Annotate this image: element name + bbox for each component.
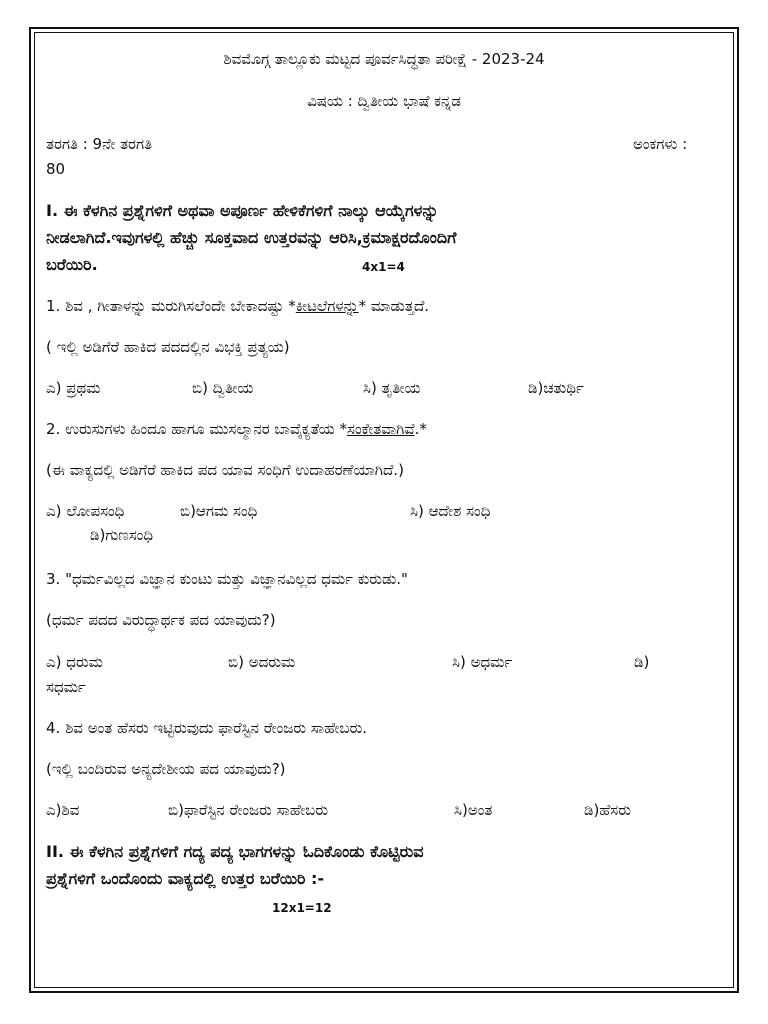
section2-instruction-line1: II. ಈ ಕೆಳಗಿನ ಪ್ರಶ್ನೆಗಳಿಗೆ ಗದ್ಯ ಪದ್ಯ ಭಾಗಗಳನ್ನು ಓದಿಕೊಂಡು ಕೊಟ್ಟಿರುವ xyxy=(46,842,424,861)
question-3-option-b: ಬಿ) ಅದರುಮ xyxy=(228,653,296,671)
question-2-suffix: .* xyxy=(414,420,427,438)
marks-value: 80 xyxy=(46,160,66,178)
question-4-hint: (ಇಲ್ಲಿ ಬಂದಿರುವ ಅನ್ಯದೇಶೀಯ ಪದ ಯಾವುದು?) xyxy=(46,760,286,778)
question-3-option-a: ಎ) ಧರುಮ xyxy=(46,653,103,671)
question-2-option-a: ಎ) ಲೋಪಸಂಧಿ xyxy=(46,502,125,520)
section2-marks: 12x1=12 xyxy=(272,901,332,915)
section1-instruction-line1: I. ಈ ಕೆಳಗಿನ ಪ್ರಶ್ನೆಗಳಿಗೆ ಅಥವಾ ಅಪೂರ್ಣ ಹೇಳಿಕೆಗಳಿಗೆ ನಾಲ್ಕು ಆಯ್ಕೆಗಳನ್ನು xyxy=(46,201,439,220)
question-1-prefix: 1. ಶಿವ , ಗೀತಾಳನ್ನು ಮರುಗಿಸಲೆಂದೇ ಬೇಕಾದಷ್ಟು * xyxy=(46,297,296,315)
question-3-option-c: ಸಿ) ಅಧರ್ಮ xyxy=(452,653,513,671)
question-3-hint: (ಧರ್ಮ ಪದದ ವಿರುದ್ಧಾರ್ಥಕ ಪದ ಯಾವುದು?) xyxy=(46,611,276,629)
question-2-hint: (ಈ ವಾಕ್ಯದಲ್ಲಿ ಅಡಿಗೆರೆ ಹಾಕಿದ ಪದ ಯಾವ ಸಂಧಿಗೆ ಉದಾಹರಣೆಯಾಗಿದೆ.) xyxy=(46,461,404,479)
subject-line: ವಿಷಯ : ದ್ವಿತೀಯ ಭಾಷೆ ಕನ್ನಡ xyxy=(307,92,461,110)
question-2-prefix: 2. ಉರುಸುಗಳು ಹಿಂದೂ ಹಾಗೂ ಮುಸಲ್ಮಾನರ ಬಾವೈಕ್ಯತೆಯ * xyxy=(46,420,347,438)
question-4-option-c: ಸಿ)ಅಂತ xyxy=(454,801,493,819)
question-2-option-d: ಡಿ)ಗುಣಸಂಧಿ xyxy=(90,526,154,544)
question-4-option-b: ಬಿ)ಫಾರೆಸ್ಟಿನ ರೇಂಜರು ಸಾಹೇಬರು xyxy=(168,801,329,819)
question-1-option-d: ಡಿ)ಚತುರ್ಥಿ xyxy=(528,379,584,397)
question-3: 3. "ಧರ್ಮವಿಲ್ಲದ ವಿಜ್ಞಾನ ಕುಂಟು ಮತ್ತು ವಿಜ್ಞಾನವಿಲ್ಲದ ಧರ್ಮ ಕುರುಡು." xyxy=(46,570,408,588)
question-4-option-a: ಎ)ಶಿವ xyxy=(46,801,80,819)
section1-marks: 4x1=4 xyxy=(362,260,405,274)
section1-instruction-line2: ನೀಡಲಾಗಿದೆ.ಇವುಗಳಲ್ಲಿ ಹೆಚ್ಚು ಸೂಕ್ತವಾದ ಉತ್ತರವನ್ನು ಆರಿಸಿ,ಕ್ರಮಾಕ್ಷರದೊಂದಿಗೆ xyxy=(46,228,457,247)
question-2 xyxy=(46,419,427,439)
question-3-option-d-text: ಸಧರ್ಮ xyxy=(46,678,86,696)
question-1-option-c: ಸಿ) ತೃತೀಯ xyxy=(363,379,421,397)
question-4-option-d: ಡಿ)ಹೆಸರು xyxy=(584,801,631,819)
class-label: ತರಗತಿ : 9ನೇ ತರಗತಿ xyxy=(46,135,153,153)
question-1 xyxy=(46,296,429,316)
exam-title: ಶಿವಮೊಗ್ಗ ತಾಲ್ಲೂಕು ಮಟ್ಟದ ಪೂರ್ವಸಿದ್ಧತಾ ಪರೀಕ್ಷೆ - 2023-24 xyxy=(223,50,545,68)
marks-label: ಅಂಕಗಳು : xyxy=(633,135,688,153)
question-1-option-a: ಎ) ಪ್ರಥಮ xyxy=(46,379,101,397)
question-2-option-c: ಸಿ) ಆದೇಶ ಸಂಧಿ xyxy=(410,502,491,520)
question-1-suffix: * ಮಾಡುತ್ತದೆ. xyxy=(358,297,430,315)
question-4: 4. ಶಿವ ಅಂತ ಹೆಸರು ಇಟ್ಟಿರುವುದು ಫಾರೆಸ್ಟಿನ ರೇಂಜರು ಸಾಹೇಬರು. xyxy=(46,719,368,737)
question-3-option-d: ಡಿ) xyxy=(634,653,650,671)
question-2-option-b: ಬಿ)ಆಗಮ ಸಂಧಿ xyxy=(180,502,258,520)
question-1-underlined-word: ಕೀಟಲೆಗಳನ್ನು xyxy=(295,297,359,315)
section1-instruction-line3: ಬರೆಯಿರಿ. xyxy=(46,255,98,274)
question-2-underlined-word: ಸಂಕೇತವಾಗಿವೆ xyxy=(346,420,415,438)
section2-instruction-line2: ಪ್ರಶ್ನೆಗಳಿಗೆ ಒಂದೊಂದು ವಾಕ್ಯದಲ್ಲಿ ಉತ್ತರ ಬರೆಯಿರಿ :- xyxy=(46,869,325,888)
question-1-hint: ( ಇಲ್ಲಿ ಅಡಿಗೆರೆ ಹಾಕಿದ ಪದದಲ್ಲಿನ ವಿಭಕ್ತಿ ಪ್ರತ್ಯಯ) xyxy=(46,338,290,356)
question-1-option-b: ಬಿ) ದ್ವಿತೀಯ xyxy=(192,379,254,397)
